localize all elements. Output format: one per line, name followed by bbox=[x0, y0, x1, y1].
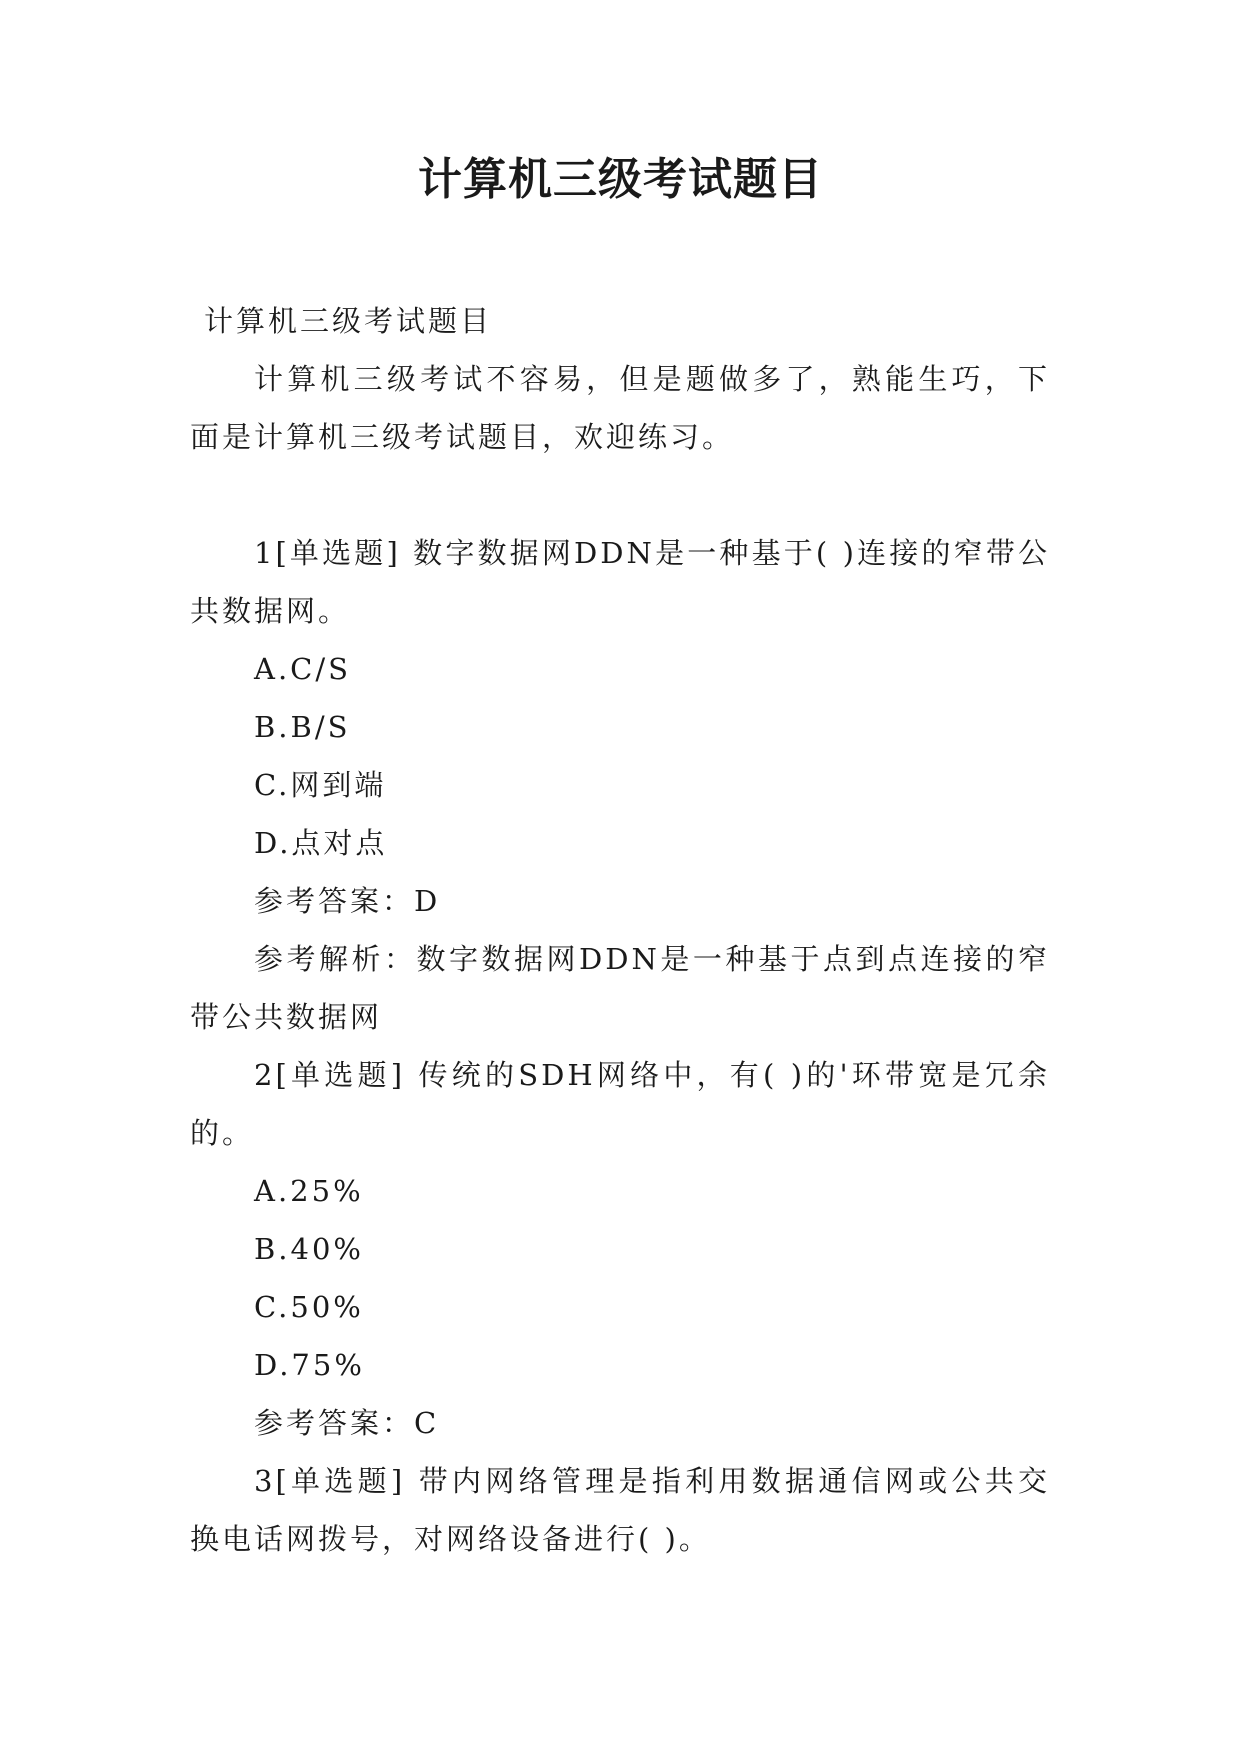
question-1-option-c: C.网到端 bbox=[254, 768, 387, 802]
question-1-answer: 参考答案：D bbox=[254, 884, 441, 918]
question-1-explanation: 参考解析：数字数据网DDN是一种基于点到点连接的窄带公共数据网 bbox=[190, 942, 1050, 1034]
document-subtitle: 计算机三级考试题目 bbox=[204, 304, 493, 338]
document-title: 计算机三级考试题目 bbox=[418, 154, 823, 205]
question-2-option-b: B.40% bbox=[254, 1232, 364, 1266]
question-2-option-c: C.50% bbox=[254, 1290, 364, 1324]
question-1-option-a: A.C/S bbox=[254, 652, 351, 686]
paragraph-gap bbox=[190, 466, 1050, 524]
question-2-option-a: A.25% bbox=[254, 1174, 364, 1208]
question-3-stem: 3[单选题] 带内网络管理是指利用数据通信网或公共交换电话网拨号，对网络设备进行( )。 bbox=[190, 1464, 1050, 1556]
intro-paragraph: 计算机三级考试不容易，但是题做多了，熟能生巧，下面是计算机三级考试题目，欢迎练习。 bbox=[190, 362, 1050, 454]
question-1-stem: 1[单选题] 数字数据网DDN是一种基于( )连接的窄带公共数据网。 bbox=[190, 536, 1050, 628]
question-1-option-d: D.点对点 bbox=[254, 826, 388, 860]
document-body bbox=[190, 292, 1050, 1568]
question-2-option-d: D.75% bbox=[254, 1348, 365, 1382]
question-2-stem: 2[单选题] 传统的SDH网络中，有( )的'环带宽是冗余的。 bbox=[190, 1058, 1050, 1150]
question-1-option-b: B.B/S bbox=[254, 710, 351, 744]
question-2-answer: 参考答案：C bbox=[254, 1406, 440, 1440]
